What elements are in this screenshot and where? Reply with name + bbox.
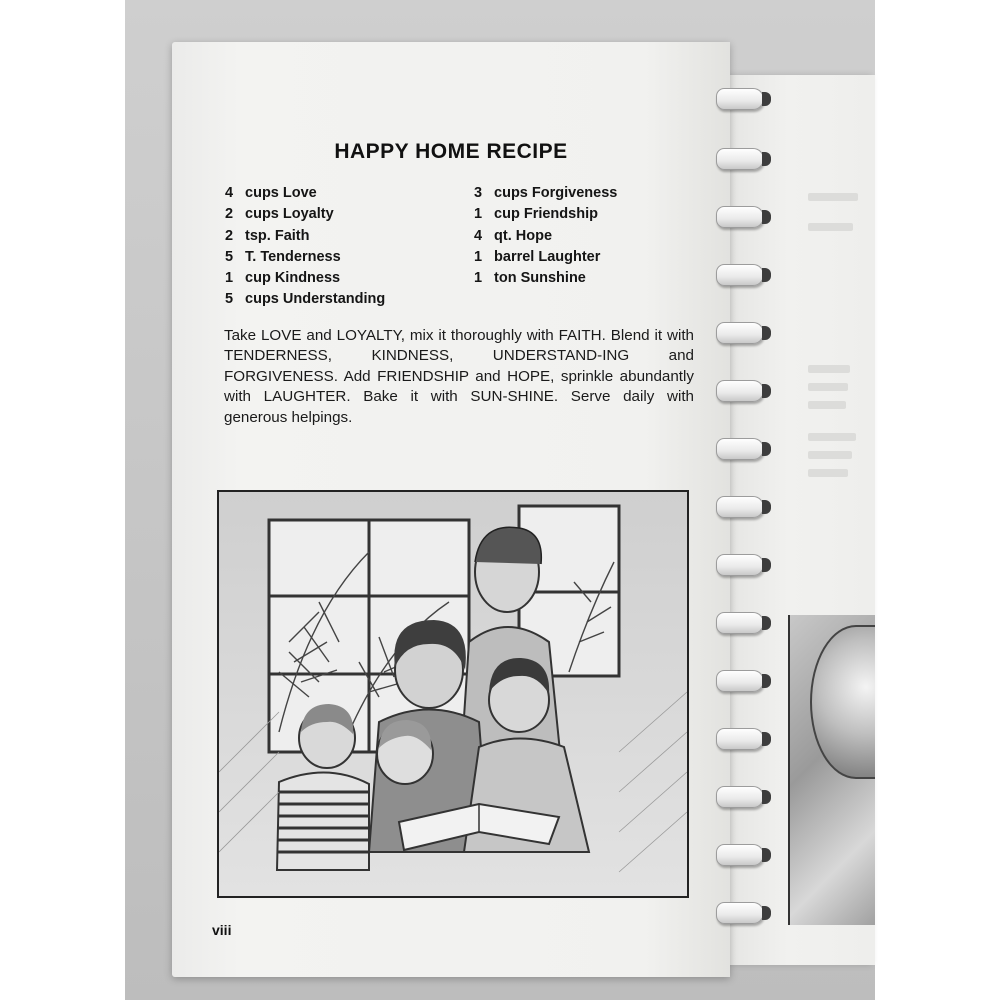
- spiral-coil: [716, 786, 764, 808]
- ingredient-item: 3 cups Forgiveness: [474, 185, 618, 201]
- ingredient-item: 4 qt. Hope: [474, 227, 553, 244]
- family-reading-illustration: [217, 490, 689, 898]
- spiral-coil: [716, 148, 764, 170]
- left-page: [172, 42, 730, 977]
- ingredient-item: 4 cups Love: [225, 185, 317, 201]
- ingredient-item: 5 T. Tenderness: [225, 248, 341, 265]
- spiral-coil: [716, 554, 764, 576]
- spiral-coil: [716, 844, 764, 866]
- ghost-text-line: [808, 469, 848, 477]
- ghost-text-line: [808, 193, 858, 201]
- right-page-illustration: [788, 615, 875, 925]
- spiral-coil: [716, 612, 764, 634]
- spiral-coil: [716, 380, 764, 402]
- spiral-coil: [716, 902, 764, 924]
- ingredient-item: 1 barrel Laughter: [474, 248, 601, 265]
- ingredient-item: 1 ton Sunshine: [474, 270, 586, 287]
- spiral-binding: [716, 88, 776, 968]
- glass-bowl-drawing: [810, 625, 875, 779]
- spiral-coil: [716, 322, 764, 344]
- page-number: viii: [212, 922, 232, 938]
- spiral-coil: [716, 438, 764, 460]
- ghost-text-line: [808, 223, 853, 231]
- ghost-text-line: [808, 401, 846, 409]
- ingredient-item: 2 cups Loyalty: [225, 206, 334, 223]
- ingredient-item: 1 cup Friendship: [474, 206, 598, 223]
- spiral-coil: [716, 88, 764, 110]
- recipe-instructions: Take LOVE and LOYALTY, mix it thoroughly with FAITH. Blend it with TENDERNESS, KINDNESS, UNDERSTAND-ING and FORGIVENESS. Add FRIENDSHIP and HOPE, sprinkle abundantly with LAUGHTER. Bake it with SUN-SHINE. Serve daily with generous helpings.: [224, 327, 694, 426]
- ingredient-list-right: [474, 183, 617, 289]
- spiral-coil: [716, 264, 764, 286]
- ingredient-item: 5 cups Understanding: [225, 291, 386, 308]
- spiral-coil: [716, 206, 764, 228]
- page-title: HAPPY HOME RECIPE: [334, 140, 568, 163]
- ingredient-item: 2 tsp. Faith: [225, 227, 310, 244]
- ingredient-list-left: [225, 183, 385, 311]
- ghost-text-line: [808, 433, 856, 441]
- ghost-text-line: [808, 383, 848, 391]
- ghost-text-line: [808, 451, 852, 459]
- spiral-coil: [716, 496, 764, 518]
- ingredient-item: 1 cup Kindness: [225, 270, 341, 287]
- spiral-coil: [716, 670, 764, 692]
- spiral-coil: [716, 728, 764, 750]
- ghost-text-line: [808, 365, 850, 373]
